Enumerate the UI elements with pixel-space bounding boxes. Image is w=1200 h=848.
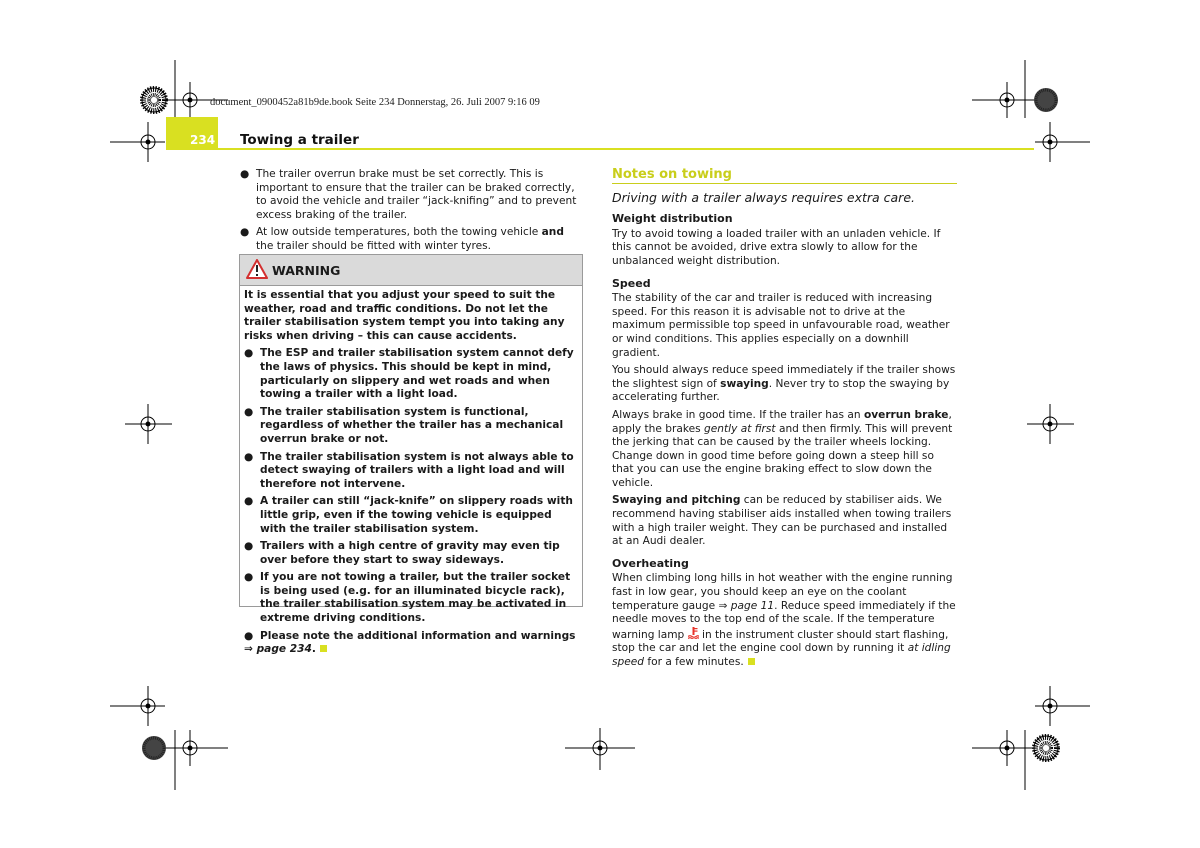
speed-text-4: Swaying and pitching can be reduced by stabiliser aids. We recommend having stabiliser aids installed when towing trailers with a high trailer weight. They can be purchased and installed at an Audi dealer.	[612, 494, 952, 548]
page-number: 234	[190, 133, 216, 147]
warning-intro: It is essential that you adjust your speed to suit the weather, road and traffic conditions. Do not let the trailer stabilisation system tempt you into taking any risks when driving – this can cause accidents.	[244, 289, 565, 342]
bullet-icon: ●	[240, 168, 250, 180]
warning-item: ● If you are not towing a trailer, but the trailer socket is being used (e.g. for an illuminated bicycle rack), the trailer stabilisation system may be activated in extreme driving conditions.	[244, 571, 571, 625]
warning-body	[240, 286, 582, 657]
warning-item: ● Trailers with a high centre of gravity may even tip over before they start to sway sideways.	[244, 540, 560, 566]
section-title: Towing a trailer	[240, 132, 359, 148]
weight-text: Try to avoid towing a loaded trailer with an unladen vehicle. If this cannot be avoided, drive extra slowly to allow for the unbalanced weight distribution.	[612, 227, 941, 267]
end-marker-icon	[320, 645, 327, 652]
bullet-icon: ●	[244, 405, 254, 418]
warning-item: ● The ESP and trailer stabilisation system cannot defy the laws of physics. This should be kept in mind, particularly on slippery and wet roads and when towing a trailer with a light load.	[244, 347, 574, 401]
warning-reference[interactable]: ⇒ page 234.	[244, 643, 578, 657]
header-rule	[218, 148, 1034, 150]
end-marker-icon	[748, 658, 755, 665]
warning-title: WARNING	[272, 263, 341, 278]
warning-item: ● The trailer stabilisation system is functional, regardless of whether the trailer has a mechanical overrun brake or not.	[244, 405, 564, 445]
page-link[interactable]: page 11	[730, 599, 775, 612]
bullet-icon: ●	[244, 629, 254, 642]
speed-text-2: You should always reduce speed immediately if the trailer shows the slightest sign of swaying. Never try to stop the swaying by accelerating further.	[612, 364, 956, 404]
coolant-temperature-lamp-icon	[688, 627, 699, 639]
speed-text-1: The stability of the car and trailer is reduced with increasing speed. For this reason it is advisable not to drive at the maximum permissible top speed in unfavourable road, weather or wind conditions. This applies especially on a downhill gradient.	[612, 292, 950, 359]
list-item: ● At low outside temperatures, both the towing vehicle and the trailer should be fitted with winter tyres.	[240, 226, 564, 252]
warning-box	[239, 254, 583, 656]
warning-item: ● A trailer can still “jack-knife” on slippery roads with little grip, even if the towing vehicle is equipped with the trailer stabilisation system.	[244, 495, 573, 535]
notes-subtitle: Driving with a trailer always requires extra care.	[612, 189, 915, 205]
notes-title: Notes on towing	[612, 168, 957, 184]
overheating-text: When climbing long hills in hot weather with the engine running fast in low gear, you should keep an eye on the coolant temperature gauge ⇒ page 11. Reduce speed immediately if the needle moves to the top end of the scale. If the temperature warning lamp in the instrument cluster should start flashing, stop the car and let the engine cool down by running it at idling speed for a few minutes.	[612, 572, 956, 668]
list-item: ● The trailer overrun brake must be set correctly. This is important to ensure that the trailer can be braked correctly, to avoid the vehicle and trailer “jack-knifing” and to prevent excess braking of the trailer.	[240, 168, 577, 221]
speed-heading: Speed	[612, 276, 651, 290]
bullet-icon: ●	[244, 495, 254, 508]
weight-heading: Weight distribution	[612, 212, 733, 226]
print-slug: document_0900452a81b9de.book Seite 234 Donnerstag, 26. Juli 2007 9:16 09	[210, 97, 540, 108]
bullet-icon: ●	[244, 450, 254, 463]
left-column	[240, 168, 584, 258]
bullet-icon: ●	[244, 540, 254, 553]
warning-header	[240, 255, 582, 286]
speed-text-3: Always brake in good time. If the trailer has an overrun brake, apply the brakes gently at first and then firmly. This will prevent the jerking that can be caused by the trailer wheels locking. Change down in good time before going down a steep hill so that you can use the engine braking effect to slow down the vehicle.	[612, 408, 953, 489]
bullet-icon: ●	[240, 226, 250, 239]
bullet-icon: ●	[244, 347, 254, 360]
warning-triangle-icon	[246, 259, 268, 279]
page-link[interactable]: page 234	[256, 643, 312, 656]
overheating-heading: Overheating	[612, 556, 689, 570]
warning-item: ● Please note the additional information and warnings	[244, 629, 576, 642]
warning-item: ● The trailer stabilisation system is not always able to detect swaying of trailers with a light load and will therefore not intervene.	[244, 450, 574, 490]
right-column	[612, 168, 957, 674]
bullet-icon: ●	[244, 571, 254, 584]
